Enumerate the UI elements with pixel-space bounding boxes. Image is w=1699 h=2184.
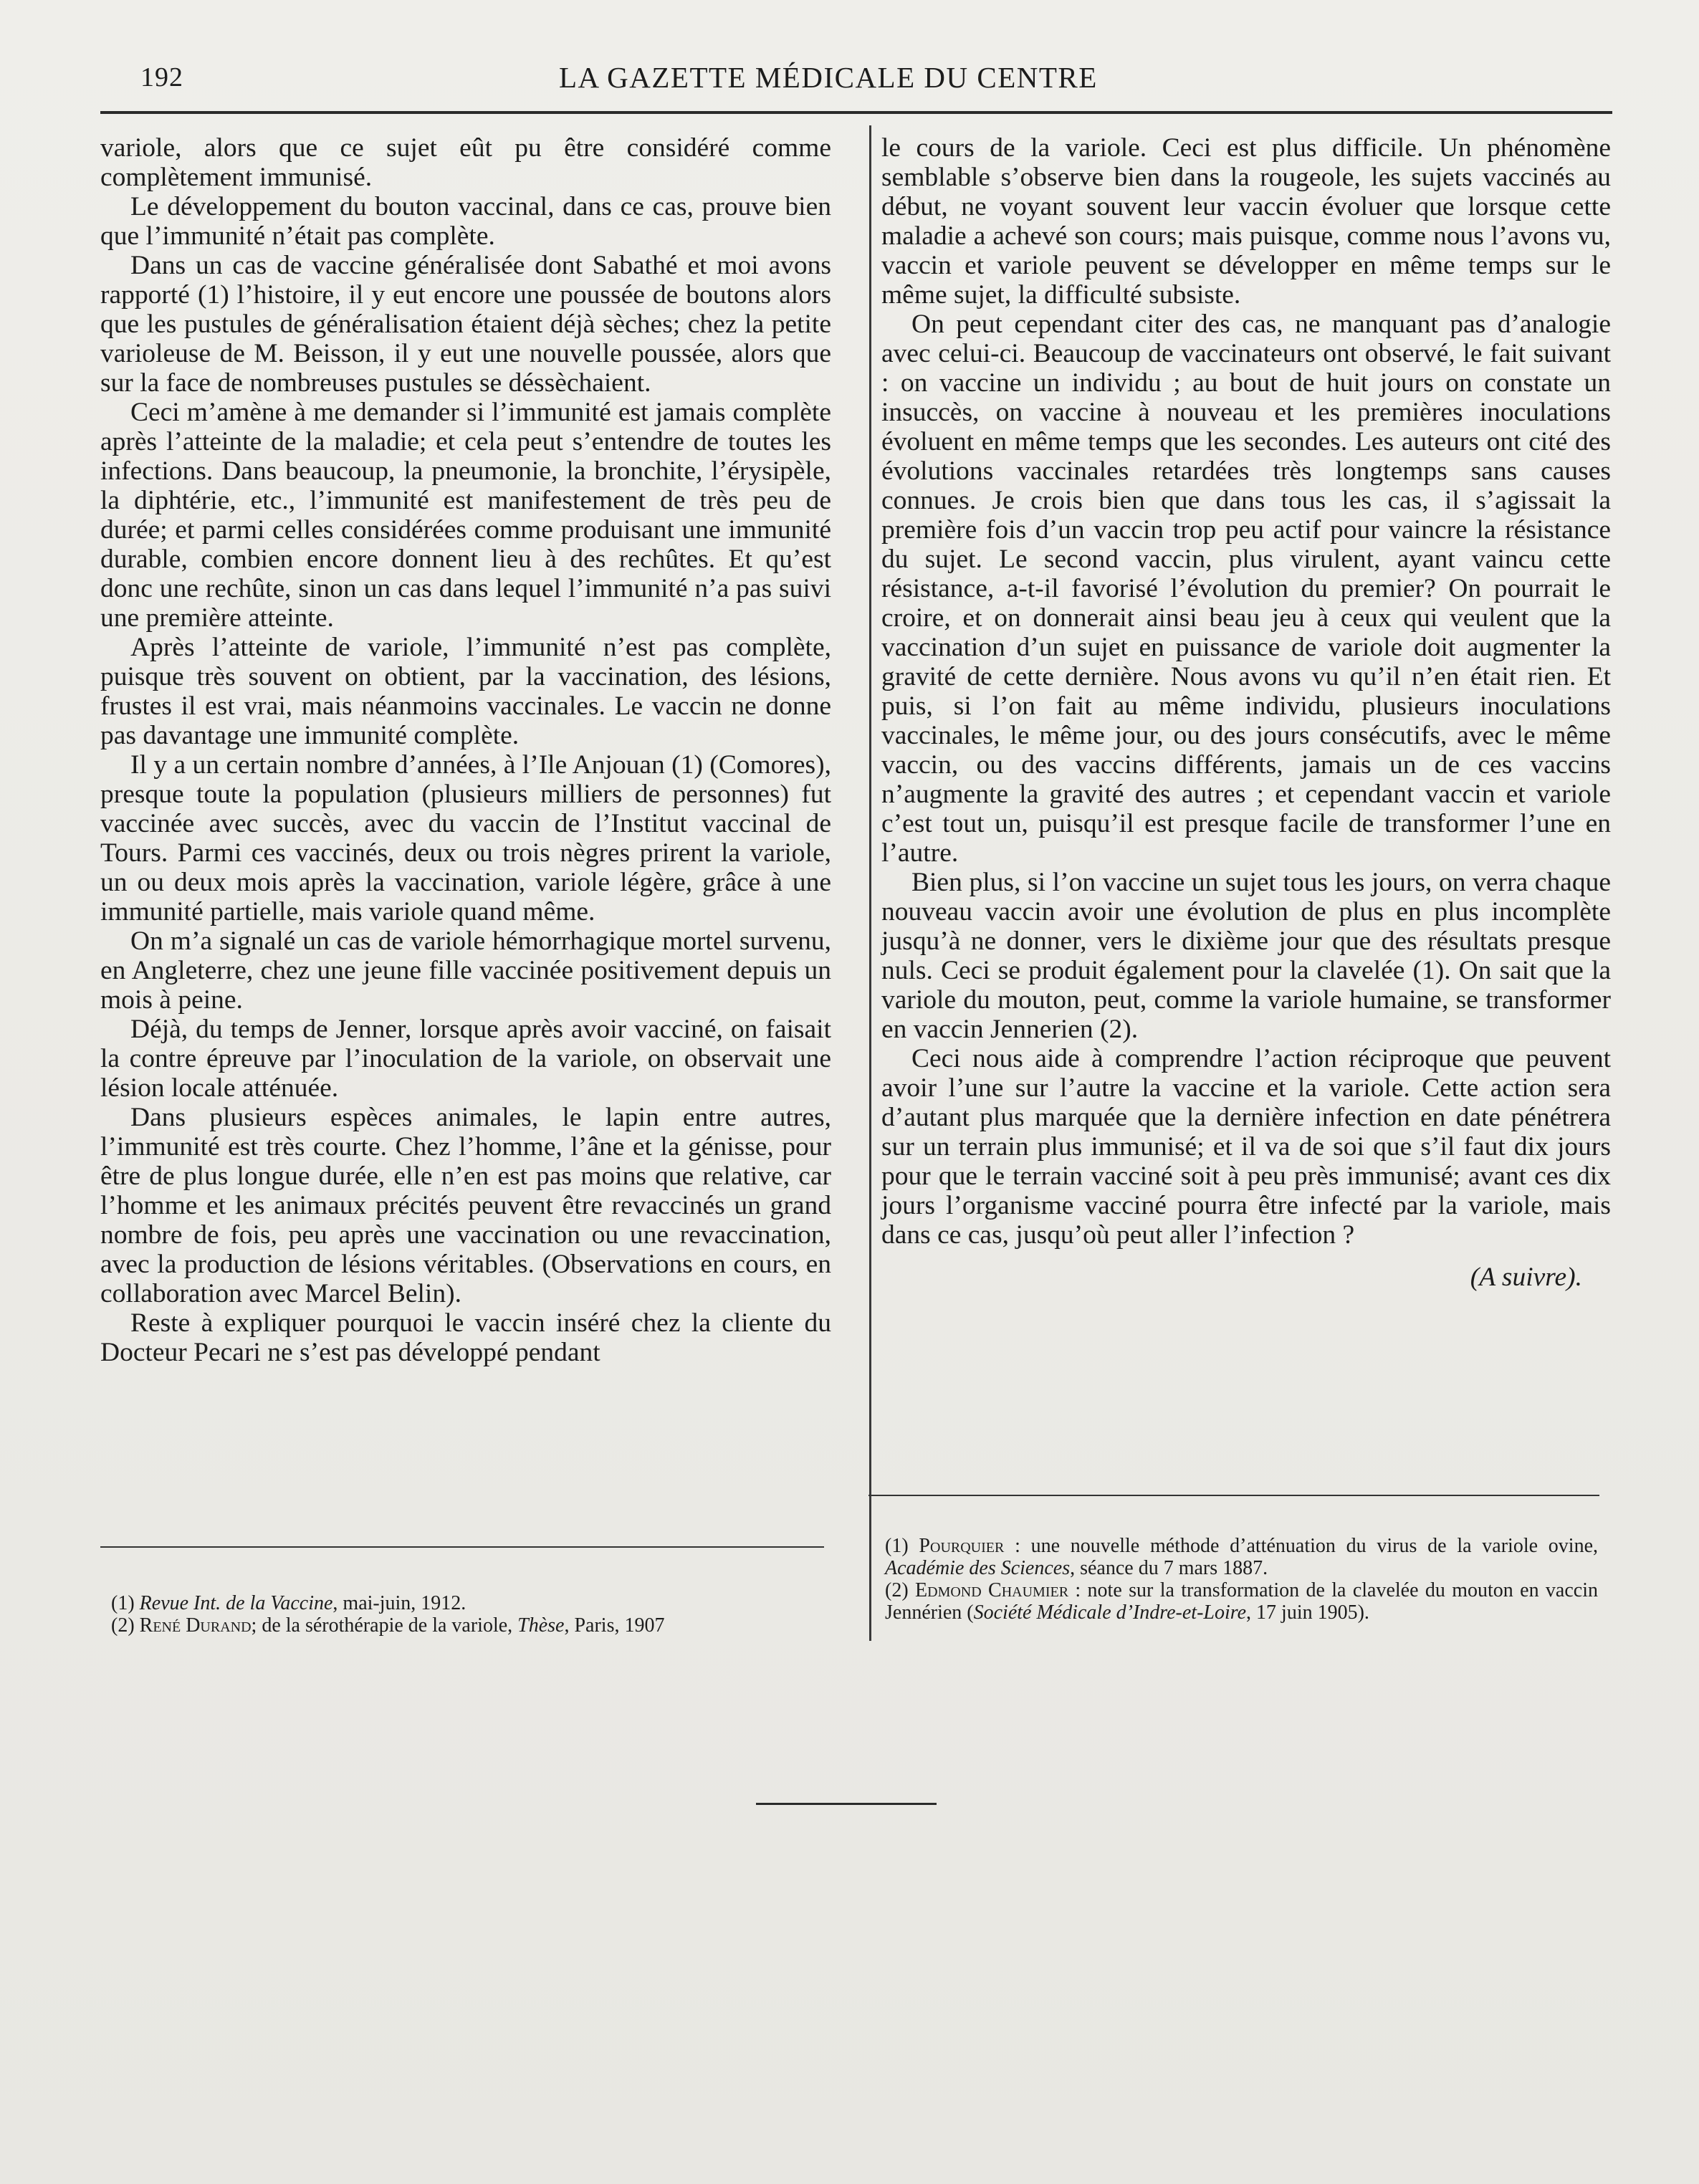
- footnote-author: René Durand: [139, 1614, 252, 1637]
- body-paragraph: On peut cependant citer des cas, ne manquant pas d’analogie avec celui-ci. Beaucoup de vaccinateurs ont observé, le fait suivant : on vaccine un individu ; au bout de huit jours on constate un insuccès, on vaccine à nouveau et les premières inoculations évoluent en même temps que les secondes. Les auteurs ont cité des évolutions vaccinales retardées très longtemps sans causes connues. Je crois bien que dans tous les cas, il s’agissait la première fois d’un vaccin trop peu actif pour vaincre la résistance du sujet. Le second vaccin, plus virulent, ayant vaincu cette résistance, a-t-il favorisé l’évolution du premier? On pourrait le croire, et on donnerait ainsi beau jeu à ceux qui veulent que la vaccination d’un sujet en puissance de variole doit augmenter la gravité de cette dernière. Nous avons vu qu’il n’en était rien. Et puis, si l’on fait au même individu, plusieurs inoculations vaccinales, le même jour, ou des jours consécutifs, avec le même vaccin, ou des vaccins différents, jamais un de ces vaccins n’augmente la gravité des autres ; et cependant vaccin et variole c’est tout un, puisqu’il est presque facile de transformer l’une en l’autre.: [881, 310, 1611, 868]
- footnote-author: Pourquier: [919, 1535, 1005, 1557]
- column-divider: [869, 125, 871, 1641]
- body-paragraph: Ceci m’amène à me demander si l’immunité est jamais complète après l’atteinte de la maladie; et cela peut s’entendre de toutes les infections. Dans beaucoup, la pneumonie, la bronchite, l’érysipèle, la diphtérie, etc., l’immunité est manifestement de très peu de durée; et parmi celles considérées comme produisant une immunité durable, combien encore donnent lieu à des rechûtes. Et qu’est donc une rechûte, sinon un cas dans lequel l’immunité n’a pas suivi une première atteinte.: [100, 398, 831, 633]
- footnotes-left: [111, 1592, 829, 1637]
- body-paragraph: Le développement du bouton vaccinal, dans ce cas, prouve bien que l’immunité n’était pas complète.: [100, 192, 831, 251]
- footnote: [885, 1535, 1598, 1579]
- left-column: [100, 133, 831, 1367]
- journal-title: LA GAZETTE MÉDICALE DU CENTRE: [559, 61, 1098, 94]
- body-paragraph: le cours de la variole. Ceci est plus difficile. Un phénomène semblable s’observe bien dans la rougeole, les sujets vaccinés au début, ne voyant souvent leur vaccin évoluer que lorsque cette maladie a achevé son cours; mais puisque, comme nous l’avons vu, vaccin et variole peuvent se développer en même temps sur le même sujet, la difficulté subsiste.: [881, 133, 1611, 310]
- footnote-text: : note sur la transformation de la clavelée du mouton en vaccin Jennérien (: [885, 1579, 1598, 1624]
- body-paragraph: Il y a un certain nombre d’années, à l’Ile Anjouan (1) (Comores), presque toute la population (plusieurs milliers de personnes) fut vaccinée avec succès, avec du vaccin de l’Institut vaccinal de Tours. Parmi ces vaccinés, deux ou trois nègres prirent la variole, un ou deux mois après la vaccination, variole légère, grâce à une immunité partielle, mais variole quand même.: [100, 750, 831, 926]
- body-paragraph: Après l’atteinte de variole, l’immunité n’est pas complète, puisque très souvent on obtient, par la vaccination, des lésions, frustes il est vrai, mais néanmoins vaccinales. Le vaccin ne donne pas davantage une immunité complète.: [100, 633, 831, 750]
- footnote-number: (1): [111, 1592, 135, 1614]
- footnote-author: Edmond Chaumier: [915, 1579, 1069, 1601]
- footnote: [885, 1579, 1598, 1624]
- footnote-number: (2): [885, 1579, 909, 1601]
- header-rule: [100, 111, 1612, 114]
- footnote-source: Thèse: [517, 1614, 565, 1637]
- body-paragraph: Ceci nous aide à comprendre l’action réciproque que peuvent avoir l’une sur l’autre la vaccine et la variole. Cette action sera d’autant plus marquée que la dernière infection en date pénétrera sur un terrain plus immunisé; et il va de soi que s’il faut dix jours pour que le terrain vacciné soit à peu près immunisé; avant ces dix jours l’organisme vacciné pourra être infecté par la variole, mais dans ce cas, jusqu’où peut aller l’infection ?: [881, 1044, 1611, 1250]
- footnote-number: (1): [885, 1535, 909, 1557]
- to-be-continued: (A suivre).: [1470, 1263, 1582, 1292]
- footnote-rule-right: [868, 1495, 1599, 1496]
- footnote-text: , mai-juin, 1912.: [332, 1592, 466, 1614]
- footnote-text: , 17 juin 1905).: [1246, 1601, 1369, 1624]
- body-paragraph: Déjà, du temps de Jenner, lorsque après avoir vacciné, on faisait la contre épreuve par l’inoculation de la variole, on observait une lésion locale atténuée.: [100, 1015, 831, 1103]
- page-number: 192: [140, 62, 183, 92]
- footnote-source: Académie des Sciences: [885, 1557, 1071, 1579]
- footnote-text: , Paris, 1907: [564, 1614, 665, 1637]
- footnote-source: Revue Int. de la Vaccine: [139, 1592, 333, 1614]
- body-paragraph: On m’a signalé un cas de variole hémorrhagique mortel survenu, en Angleterre, chez une jeune fille vaccinée positivement depuis un mois à peine.: [100, 926, 831, 1015]
- footnotes-right: [885, 1535, 1598, 1624]
- footnote: [111, 1614, 829, 1637]
- footnote-text: : une nouvelle méthode d’atténuation du virus de la variole ovine,: [1004, 1535, 1599, 1557]
- footnote-text: ; de la sérothérapie de la variole,: [251, 1614, 518, 1637]
- body-paragraph: Dans plusieurs espèces animales, le lapin entre autres, l’immunité est très courte. Chez l’homme, l’âne et la génisse, pour être de plus longue durée, elle n’en est pas moins que relative, car l’homme et les animaux précités peuvent être revaccinés un grand nombre de fois, peu après une vaccination ou une revaccination, avec la production de lésions véritables. (Observations en cours, en collaboration avec Marcel Belin).: [100, 1103, 831, 1308]
- body-paragraph: Dans un cas de vaccine généralisée dont Sabathé et moi avons rapporté (1) l’histoire, il y eut encore une poussée de boutons alors que les pustules de généralisation étaient déjà sèches; chez la petite varioleuse de M. Beisson, il y eut une nouvelle poussée, alors que sur la face de nombreuses pustules se déssèchaient.: [100, 251, 831, 398]
- footnote-source: Société Médicale d’Indre-et-Loire: [973, 1601, 1247, 1624]
- footnote-text: , séance du 7 mars 1887.: [1070, 1557, 1268, 1579]
- footnote: [111, 1592, 829, 1614]
- body-paragraph: variole, alors que ce sujet eût pu être considéré comme complètement immunisé.: [100, 133, 831, 192]
- footnote-number: (2): [111, 1614, 135, 1637]
- right-column: [881, 133, 1611, 1292]
- footnote-rule-left: [100, 1546, 824, 1548]
- end-rule: [756, 1803, 937, 1805]
- body-paragraph: Reste à expliquer pourquoi le vaccin inséré chez la cliente du Docteur Pecari ne s’est pas développé pendant: [100, 1308, 831, 1367]
- body-paragraph: Bien plus, si l’on vaccine un sujet tous les jours, on verra chaque nouveau vaccin avoir une évolution de plus en plus incomplète jusqu’à ne donner, vers le dixième jour que des résultats presque nuls. Ceci se produit également pour la clavelée (1). On sait que la variole du mouton, peut, comme la variole humaine, se transformer en vaccin Jennerien (2).: [881, 868, 1611, 1044]
